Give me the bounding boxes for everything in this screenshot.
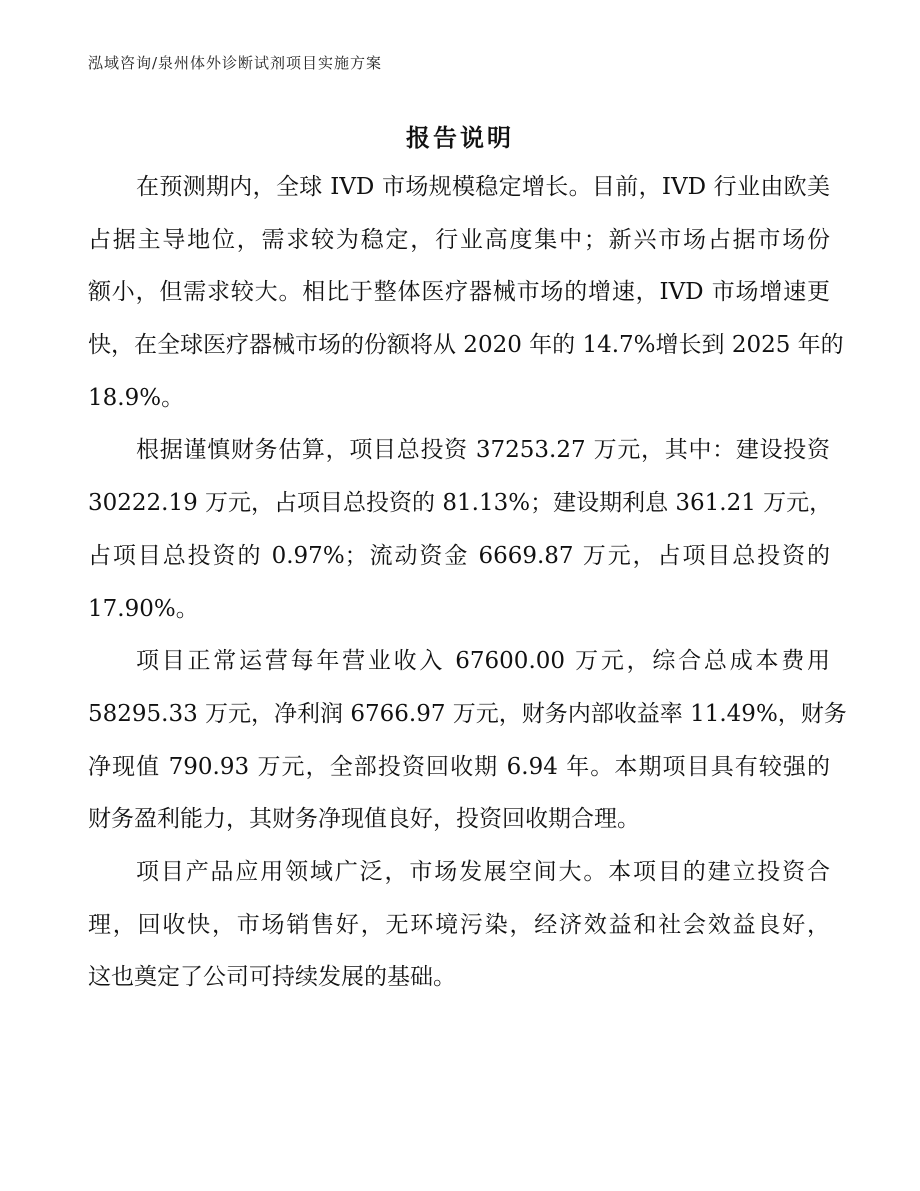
text-line: 理，回收快，市场销售好，无环境污染，经济效益和社会效益良好， — [88, 911, 830, 938]
text-line: 额小，但需求较大。相比于整体医疗器械市场的增速，IVD 市场增速更 — [88, 279, 830, 306]
text-line: 根据谨慎财务估算，项目总投资 37253.27 万元，其中：建设投资 — [136, 437, 830, 464]
text-line: 17.90%。 — [88, 595, 199, 622]
section-title: 报告说明 — [406, 123, 514, 152]
paragraph-conclusion — [88, 846, 830, 1004]
text-line: 58295.33 万元，净利润 6766.97 万元，财务内部收益率 11.49%，财务 — [88, 700, 847, 727]
text-line: 项目产品应用领域广泛，市场发展空间大。本项目的建立投资合 — [136, 858, 830, 885]
document-body — [88, 161, 847, 1004]
text-line: 占项目总投资的 0.97%；流动资金 6669.87 万元，占项目总投资的 — [88, 542, 830, 569]
text-line: 在预测期内，全球 IVD 市场规模稳定增长。目前，IVD 行业由欧美 — [136, 174, 830, 200]
text-line: 净现值 790.93 万元，全部投资回收期 6.94 年。本期项目具有较强的 — [88, 753, 830, 780]
paragraph-ivd-market — [88, 161, 844, 424]
text-line: 财务盈利能力，其财务净现值良好，投资回收期合理。 — [88, 806, 640, 833]
text-line: 快，在全球医疗器械市场的份额将从 2020 年的 14.7%增长到 2025 年的 — [88, 332, 844, 359]
running-header: 泓域咨询/泉州体外诊断试剂项目实施方案 — [88, 54, 383, 72]
paragraph-financials — [88, 635, 847, 846]
text-line: 占据主导地位，需求较为稳定，行业高度集中；新兴市场占据市场份 — [88, 226, 830, 253]
text-line: 30222.19 万元，占项目总投资的 81.13%；建设期利息 361.21 万元， — [88, 490, 833, 517]
text-line: 这也奠定了公司可持续发展的基础。 — [88, 964, 456, 991]
paragraph-investment — [88, 424, 833, 635]
text-line: 项目正常运营每年营业收入 67600.00 万元，综合总成本费用 — [136, 648, 830, 675]
text-line: 18.9%。 — [88, 384, 185, 411]
